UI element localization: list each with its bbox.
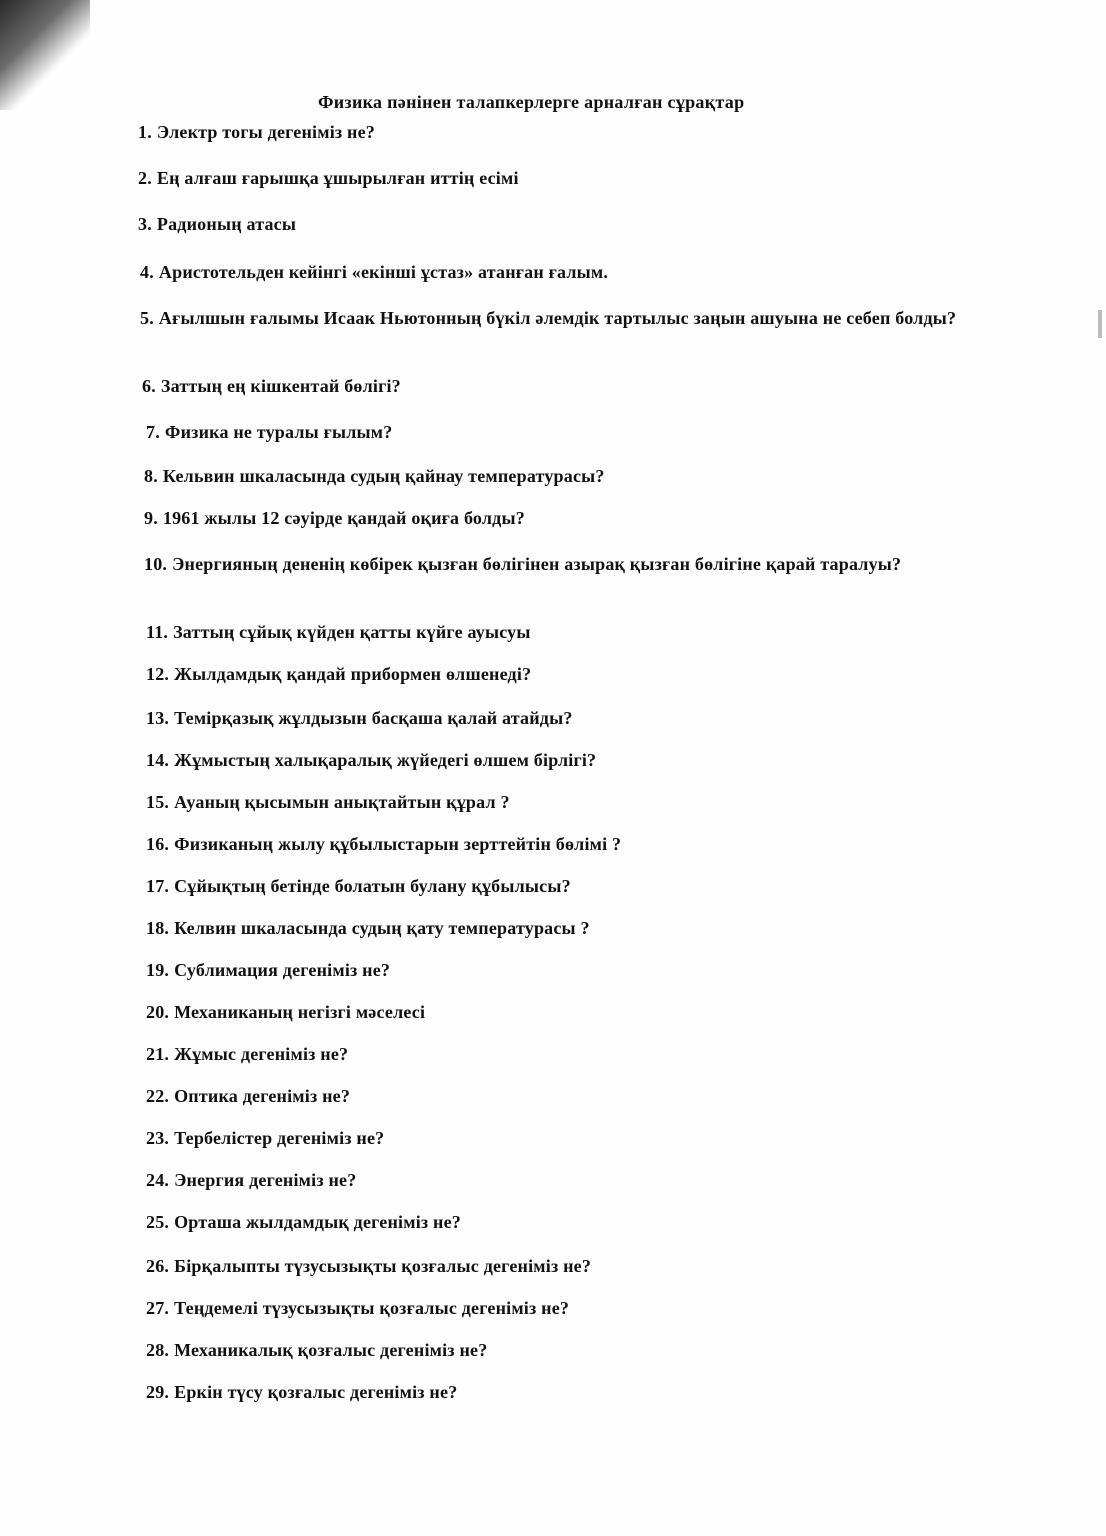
question-number: 28.: [146, 1340, 170, 1360]
question-number: 14.: [146, 750, 170, 770]
question-number: 26.: [146, 1256, 170, 1276]
question-number: 17.: [146, 876, 170, 896]
question-item: [144, 464, 605, 488]
question-item: [146, 1254, 591, 1278]
question-item: [146, 958, 390, 982]
question-item: [146, 620, 531, 644]
question-number: 2.: [138, 168, 152, 188]
question-number: 4.: [140, 262, 154, 282]
question-item: [138, 212, 296, 236]
question-text: Энергияның дененің көбірек қызған бөлігінен азырақ қызған бөлігіне қарай таралуы?: [172, 554, 902, 574]
question-text: Тербелістер дегеніміз не?: [174, 1128, 385, 1148]
question-text: Физика не туралы ғылым?: [164, 422, 393, 442]
question-item: [140, 306, 1020, 330]
question-item: [146, 1296, 569, 1320]
question-item: [146, 420, 392, 444]
question-number: 5.: [140, 308, 154, 328]
question-item: [146, 874, 571, 898]
question-text: Жұмыс дегеніміз не?: [174, 1044, 349, 1064]
question-text: Еркін түсу қозғалыс дегеніміз не?: [174, 1382, 458, 1402]
question-number: 19.: [146, 960, 170, 980]
question-number: 25.: [146, 1212, 170, 1232]
question-text: Физиканың жылу құбылыстарын зерттейтін бөлімі ?: [174, 834, 622, 854]
question-text: Ағылшын ғалымы Исаак Ньютонның бүкіл әлемдік тартылыс заңын ашуына не себеп болды?: [158, 308, 957, 328]
question-text: Сұйықтың бетінде болатын булану құбылысы?: [174, 876, 571, 896]
question-item: [146, 1042, 348, 1066]
question-text: 1961 жылы 12 сәуірде қандай оқиға болды?: [162, 508, 525, 528]
question-item: [146, 1210, 461, 1234]
question-text: Ауаның қысымын анықтайтын құрал ?: [174, 792, 510, 812]
question-item: [144, 552, 994, 576]
question-text: Темірқазық жұлдызын басқаша қалай атайды?: [174, 708, 573, 728]
question-item: [146, 790, 510, 814]
question-number: 16.: [146, 834, 170, 854]
question-text: Заттың сұйық күйден қатты күйге ауысуы: [173, 622, 531, 642]
question-number: 20.: [146, 1002, 170, 1022]
question-text: Радионың атасы: [156, 214, 297, 234]
question-number: 23.: [146, 1128, 170, 1148]
question-item: [146, 832, 621, 856]
question-number: 9.: [144, 508, 158, 528]
question-number: 18.: [146, 918, 170, 938]
scan-corner-shadow: [0, 0, 90, 110]
question-item: [146, 706, 573, 730]
question-number: 15.: [146, 792, 170, 812]
question-number: 10.: [144, 554, 168, 574]
question-number: 3.: [138, 214, 152, 234]
question-item: [146, 1000, 425, 1024]
question-text: Заттың ең кішкентай бөлігі?: [160, 376, 401, 396]
question-item: [146, 748, 596, 772]
question-text: Аристотельден кейінгі «екінші ұстаз» атанған ғалым.: [158, 262, 609, 282]
question-item: [146, 662, 531, 686]
question-item: [146, 1380, 457, 1404]
question-text: Жылдамдық қандай прибормен өлшенеді?: [174, 664, 532, 684]
question-number: 29.: [146, 1382, 170, 1402]
question-item: [144, 506, 525, 530]
question-item: [146, 1168, 356, 1192]
question-number: 1.: [138, 122, 152, 142]
question-item: [146, 1338, 487, 1362]
question-item: [146, 1126, 384, 1150]
question-text: Механикалық қозғалыс дегеніміз не?: [174, 1340, 488, 1360]
question-text: Энергия дегеніміз не?: [174, 1170, 357, 1190]
question-item: [138, 166, 519, 190]
question-text: Электр тогы дегеніміз не?: [156, 122, 375, 142]
question-number: 6.: [142, 376, 156, 396]
question-number: 7.: [146, 422, 160, 442]
question-item: [140, 260, 608, 284]
question-text: Бірқалыпты түзусызықты қозғалыс дегеніміз не?: [174, 1256, 592, 1276]
question-number: 22.: [146, 1086, 170, 1106]
question-item: [138, 120, 375, 144]
question-number: 11.: [146, 622, 169, 642]
question-item: [142, 374, 401, 398]
question-text: Кельвин шкаласында судың қайнау температурасы?: [162, 466, 605, 486]
question-text: Сублимация дегеніміз не?: [174, 960, 391, 980]
question-number: 24.: [146, 1170, 170, 1190]
question-number: 27.: [146, 1298, 170, 1318]
question-text: Келвин шкаласында судың қату температурасы ?: [174, 918, 590, 938]
question-item: [146, 916, 590, 940]
question-item: [146, 1084, 350, 1108]
scan-edge-mark: [1098, 310, 1102, 338]
question-number: 21.: [146, 1044, 170, 1064]
question-text: Оптика дегеніміз не?: [174, 1086, 351, 1106]
question-number: 13.: [146, 708, 170, 728]
question-number: 12.: [146, 664, 170, 684]
question-text: Орташа жылдамдық дегеніміз не?: [174, 1212, 461, 1232]
question-text: Ең алғаш ғарышқа ұшырылған иттің есімі: [156, 168, 519, 188]
question-text: Механиканың негізгі мәселесі: [174, 1002, 426, 1022]
question-number: 8.: [144, 466, 158, 486]
question-text: Теңдемелі түзусызықты қозғалыс дегеніміз не?: [174, 1298, 570, 1318]
question-text: Жұмыстың халықаралық жүйедегі өлшем бірлігі?: [174, 750, 597, 770]
document-title: Физика пәнінен талапкерлерге арналған сұрақтар: [318, 92, 745, 112]
